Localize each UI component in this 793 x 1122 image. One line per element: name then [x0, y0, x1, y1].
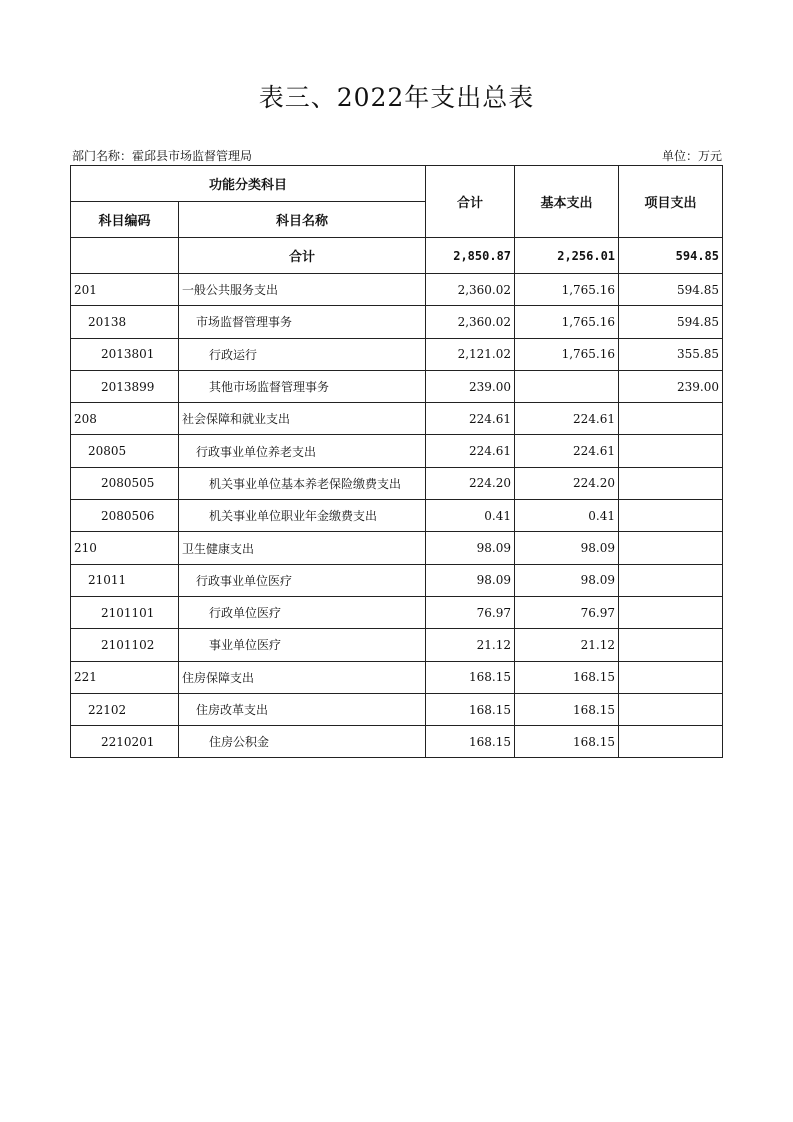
- row-project: [619, 726, 723, 758]
- table-row: [71, 532, 723, 564]
- row-project: [619, 661, 723, 693]
- table-row: [71, 596, 723, 628]
- row-basic: 1,765.16: [515, 306, 619, 338]
- row-code: 20805: [71, 435, 179, 467]
- row-basic: 224.61: [515, 435, 619, 467]
- total-total: 2,850.87: [426, 238, 515, 274]
- department-label: 部门名称：霍邱县市场监督管理局: [72, 149, 253, 163]
- table-row: [71, 500, 723, 532]
- header-name: 科目名称: [179, 202, 426, 238]
- row-code: 2210201: [71, 726, 179, 758]
- row-basic: 98.09: [515, 532, 619, 564]
- table-row: [71, 693, 723, 725]
- total-project: 594.85: [619, 238, 723, 274]
- row-project: 239.00: [619, 370, 723, 402]
- header-total: 合计: [426, 166, 515, 238]
- unit-label: 单位：万元: [661, 149, 722, 163]
- row-total: 168.15: [426, 661, 515, 693]
- table-row: [71, 306, 723, 338]
- row-total: 2,360.02: [426, 274, 515, 306]
- row-basic: 76.97: [515, 596, 619, 628]
- row-code: 221: [71, 661, 179, 693]
- total-label: 合计: [179, 238, 426, 274]
- row-total: 239.00: [426, 370, 515, 402]
- row-name: 社会保障和就业支出: [179, 403, 426, 435]
- row-name: 机关事业单位职业年金缴费支出: [179, 500, 426, 532]
- row-basic: 98.09: [515, 564, 619, 596]
- total-row: [71, 238, 723, 274]
- row-basic: 168.15: [515, 661, 619, 693]
- row-code: 22102: [71, 693, 179, 725]
- row-name: 市场监督管理事务: [179, 306, 426, 338]
- row-code: 21011: [71, 564, 179, 596]
- header-basic: 基本支出: [515, 166, 619, 238]
- row-basic: 224.61: [515, 403, 619, 435]
- row-code: 2013899: [71, 370, 179, 402]
- row-basic: 21.12: [515, 629, 619, 661]
- expenditure-table: [70, 165, 723, 758]
- row-total: 21.12: [426, 629, 515, 661]
- row-name: 行政运行: [179, 338, 426, 370]
- row-basic: [515, 370, 619, 402]
- row-project: 355.85: [619, 338, 723, 370]
- row-basic: 0.41: [515, 500, 619, 532]
- row-code: 2013801: [71, 338, 179, 370]
- row-project: [619, 564, 723, 596]
- row-project: [619, 532, 723, 564]
- row-code: 208: [71, 403, 179, 435]
- row-basic: 168.15: [515, 693, 619, 725]
- row-name: 住房公积金: [179, 726, 426, 758]
- row-code: 2101101: [71, 596, 179, 628]
- table-row: [71, 467, 723, 499]
- total-code: [71, 238, 179, 274]
- row-total: 76.97: [426, 596, 515, 628]
- table-row: [71, 661, 723, 693]
- row-name: 事业单位医疗: [179, 629, 426, 661]
- row-project: 594.85: [619, 306, 723, 338]
- header-project: 项目支出: [619, 166, 723, 238]
- row-code: 20138: [71, 306, 179, 338]
- header-code: 科目编码: [71, 202, 179, 238]
- row-project: [619, 693, 723, 725]
- row-total: 224.61: [426, 403, 515, 435]
- row-code: 210: [71, 532, 179, 564]
- row-code: 2080505: [71, 467, 179, 499]
- row-basic: 1,765.16: [515, 338, 619, 370]
- row-project: [619, 596, 723, 628]
- row-code: 2080506: [71, 500, 179, 532]
- row-project: [619, 467, 723, 499]
- total-basic: 2,256.01: [515, 238, 619, 274]
- header-functional-category: 功能分类科目: [71, 166, 426, 202]
- row-project: [619, 435, 723, 467]
- row-total: 168.15: [426, 693, 515, 725]
- table-row: [71, 403, 723, 435]
- row-name: 卫生健康支出: [179, 532, 426, 564]
- row-total: 0.41: [426, 500, 515, 532]
- table-row: [71, 338, 723, 370]
- row-basic: 224.20: [515, 467, 619, 499]
- row-basic: 1,765.16: [515, 274, 619, 306]
- table-row: [71, 629, 723, 661]
- row-project: 594.85: [619, 274, 723, 306]
- row-basic: 168.15: [515, 726, 619, 758]
- row-total: 224.61: [426, 435, 515, 467]
- row-total: 98.09: [426, 532, 515, 564]
- table-row: [71, 274, 723, 306]
- row-name: 一般公共服务支出: [179, 274, 426, 306]
- row-project: [619, 629, 723, 661]
- row-name: 住房改革支出: [179, 693, 426, 725]
- row-name: 行政事业单位医疗: [179, 564, 426, 596]
- page-title: 表三、2022年支出总表: [258, 83, 535, 112]
- table-row: [71, 564, 723, 596]
- row-name: 住房保障支出: [179, 661, 426, 693]
- row-name: 行政单位医疗: [179, 596, 426, 628]
- row-total: 168.15: [426, 726, 515, 758]
- row-code: 2101102: [71, 629, 179, 661]
- table-row: [71, 726, 723, 758]
- row-total: 98.09: [426, 564, 515, 596]
- table-row: [71, 435, 723, 467]
- row-project: [619, 403, 723, 435]
- row-project: [619, 500, 723, 532]
- row-name: 机关事业单位基本养老保险缴费支出: [179, 467, 426, 499]
- row-code: 201: [71, 274, 179, 306]
- row-name: 其他市场监督管理事务: [179, 370, 426, 402]
- table-row: [71, 370, 723, 402]
- row-total: 2,121.02: [426, 338, 515, 370]
- row-total: 2,360.02: [426, 306, 515, 338]
- row-name: 行政事业单位养老支出: [179, 435, 426, 467]
- row-total: 224.20: [426, 467, 515, 499]
